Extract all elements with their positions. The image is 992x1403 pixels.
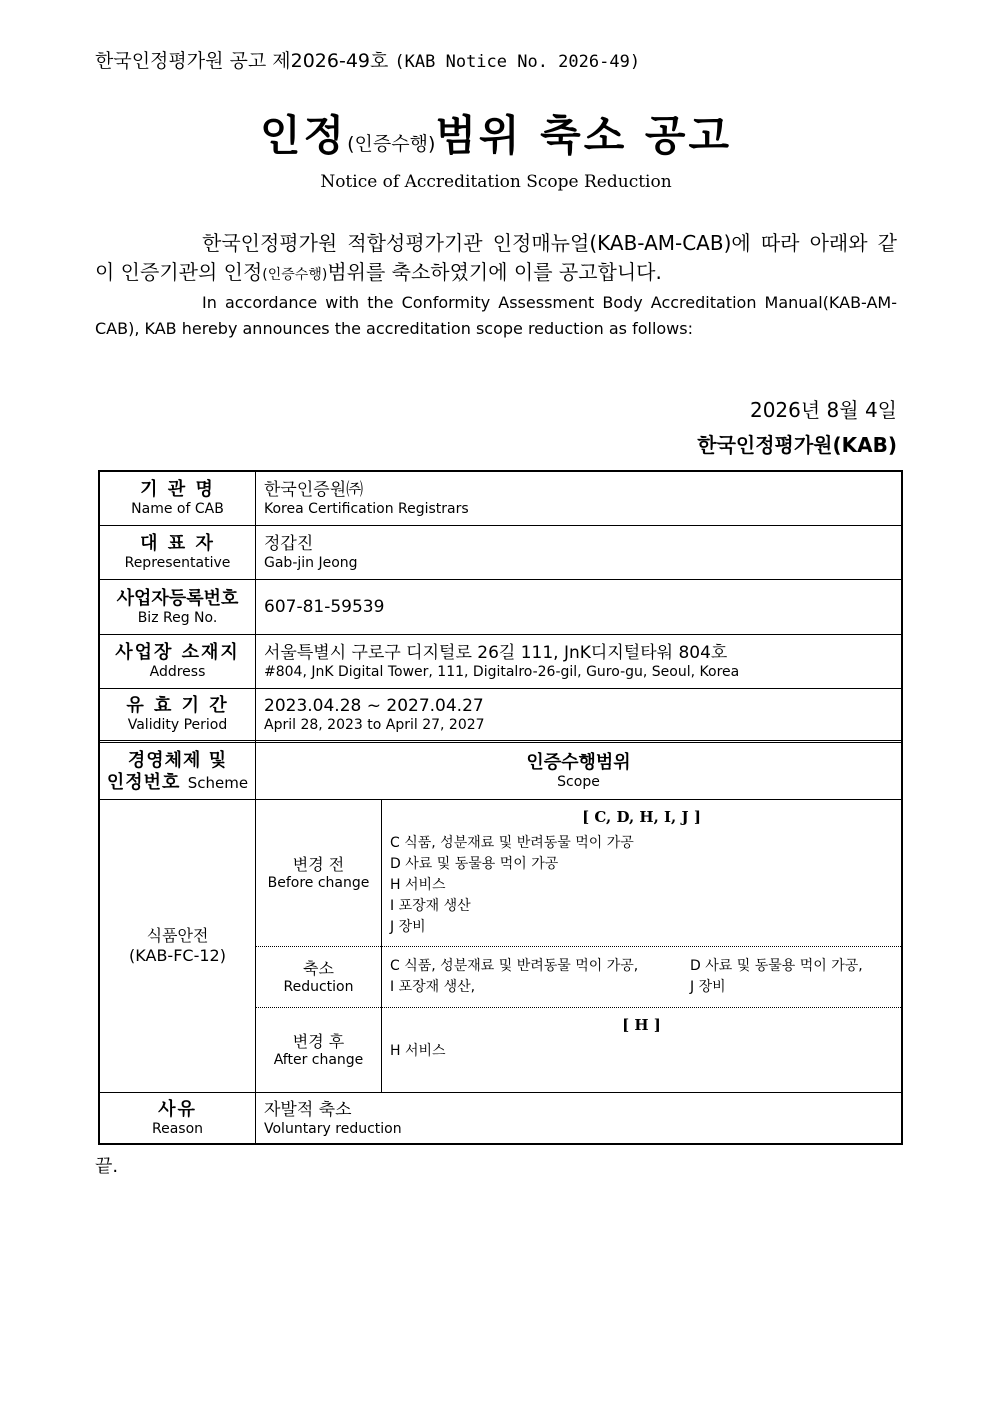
biz-reg-label: 사업자등록번호 Biz Reg No. bbox=[116, 587, 239, 626]
before-change-label: 변경 전 Before change bbox=[267, 854, 370, 891]
intro-ko-small: (인증수행) bbox=[262, 267, 328, 283]
issuer-name: 한국인정평가원(KAB) bbox=[697, 433, 897, 457]
list-item: C 식품, 성분재료 및 반려동물 먹이 가공, bbox=[390, 958, 639, 974]
scheme-header: 경영체제 및 인정번호 Scheme bbox=[106, 749, 249, 793]
reduction-list-right bbox=[690, 956, 863, 998]
scheme-name: 식품안전 (KAB-FC-12) bbox=[129, 926, 226, 965]
reduction-label: 축소 Reduction bbox=[283, 958, 354, 995]
cab-name-value: 한국인증원㈜ Korea Certification Registrars bbox=[264, 480, 469, 517]
list-item: J 장비 bbox=[690, 979, 726, 995]
reduction-list-left bbox=[390, 956, 638, 998]
list-item: H 서비스 bbox=[390, 877, 446, 893]
notice-date: 2026년 8월 4일 bbox=[749, 398, 897, 422]
before-codes: [ C, D, H, I, J ] bbox=[582, 808, 701, 826]
scope-header: 인증수행범위 Scope bbox=[526, 752, 631, 790]
list-item: C 식품, 성분재료 및 반려동물 먹이 가공 bbox=[390, 835, 634, 851]
biz-reg-value: 607-81-59539 bbox=[264, 597, 385, 617]
cab-name-label: 기 관 명 Name of CAB bbox=[131, 479, 224, 517]
title-part-1: 인정 bbox=[259, 111, 348, 160]
before-scope-list bbox=[390, 833, 634, 938]
list-item: I 포장재 생산, bbox=[390, 979, 476, 995]
intro-en: In accordance with the Conformity Assessment Body Accreditation Manual(KAB-AM-CAB), KAB hereby announces the accreditation scope reduction as follows: bbox=[95, 293, 897, 338]
reason-value: 자발적 축소 Voluntary reduction bbox=[264, 1099, 402, 1137]
list-item: D 사료 및 동물용 먹이 가공 bbox=[390, 856, 559, 872]
representative-label: 대 표 자 Representative bbox=[124, 533, 231, 571]
list-item: J 장비 bbox=[390, 919, 426, 935]
address-value: 서울특별시 구로구 디지털로 26길 111, JnK디지털타워 804호 #804, JnK Digital Tower, 111, Digitalro-26-gil, Guro-gu, Seoul, Korea bbox=[264, 643, 740, 680]
title-part-2: 범위 축소 공고 bbox=[435, 111, 733, 160]
validity-label: 유 효 기 간 Validity Period bbox=[126, 694, 229, 733]
address-label: 사업장 소재지 Address bbox=[115, 642, 240, 680]
intro-ko bbox=[95, 229, 897, 290]
after-scope-list bbox=[390, 1041, 446, 1062]
intro-ko-part-2: 범위를 축소하였기에 이를 공고합니다. bbox=[327, 260, 662, 284]
intro-ko-part-1: 한국인정평가원 적합성평가기관 인정매뉴얼(KAB-AM-CAB)에 따라 아래와 같이 인증기관의 인정 bbox=[95, 231, 897, 284]
after-change-label: 변경 후 After change bbox=[273, 1031, 364, 1068]
notice-number-en: (KAB Notice No. 2026-49) bbox=[394, 52, 641, 72]
reason-label: 사유 Reason bbox=[151, 1098, 204, 1137]
scope-table bbox=[98, 470, 903, 1145]
validity-value: 2023.04.28 ~ 2027.04.27 April 28, 2023 to April 27, 2027 bbox=[264, 695, 485, 733]
list-item: H 서비스 bbox=[390, 1043, 446, 1059]
notice-number bbox=[95, 46, 640, 73]
notice-number-ko: 한국인정평가원 공고 제2026-49호 bbox=[95, 50, 389, 72]
end-mark: 끝. bbox=[95, 1156, 119, 1177]
page-subtitle: Notice of Accreditation Scope Reduction bbox=[320, 172, 672, 192]
list-item: I 포장재 생산 bbox=[390, 898, 471, 914]
title-small: (인증수행) bbox=[347, 133, 436, 155]
after-codes: [ H ] bbox=[622, 1016, 661, 1034]
page-title bbox=[0, 103, 992, 163]
list-item: D 사료 및 동물용 먹이 가공, bbox=[690, 958, 863, 974]
representative-value: 정갑진 Gab-jin Jeong bbox=[264, 534, 358, 571]
